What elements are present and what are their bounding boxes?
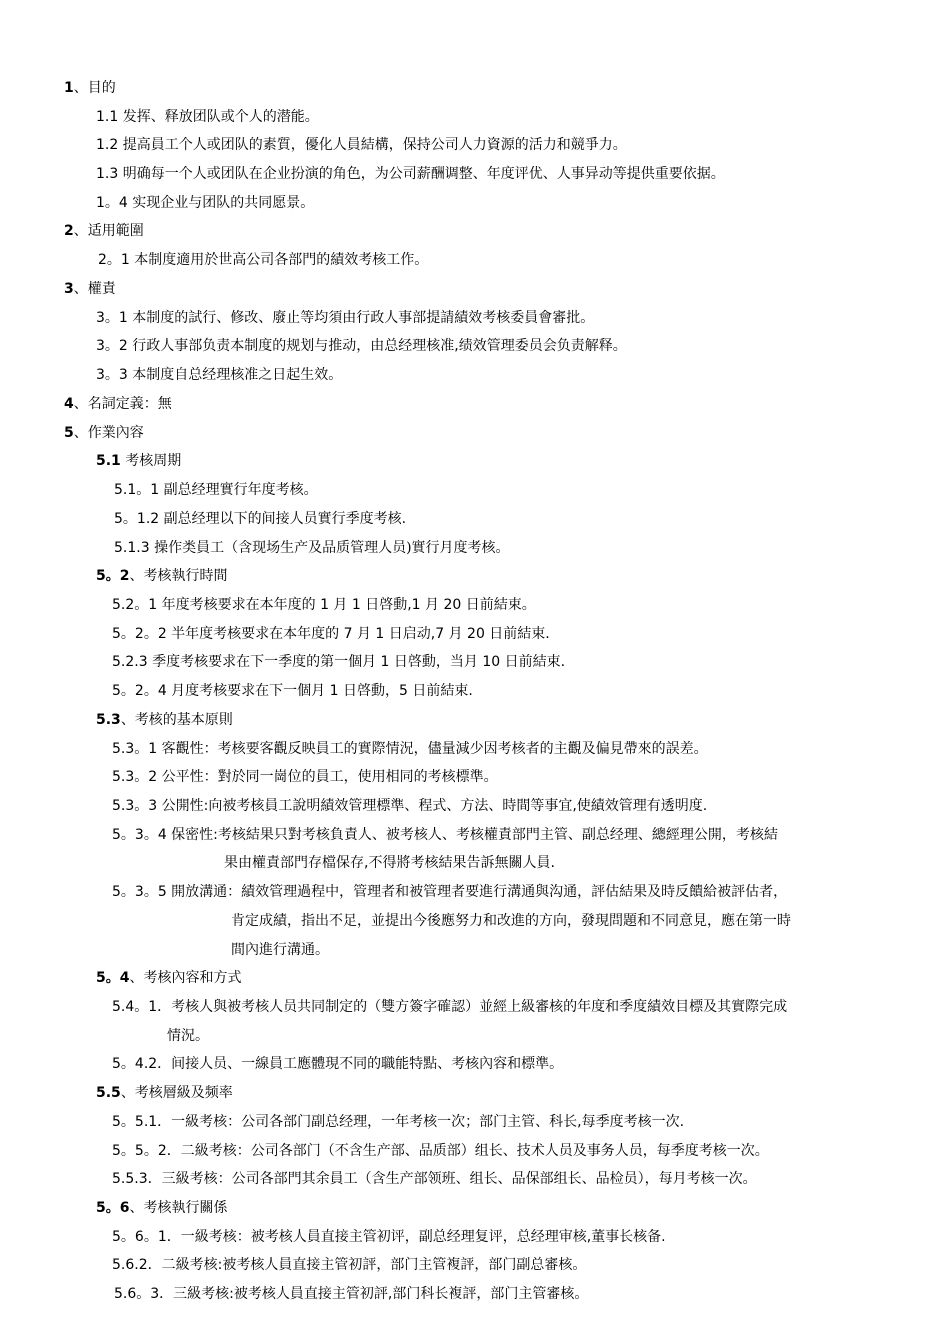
section-number: 2 [64,223,74,239]
clause-3-1: 3。1 本制度的試行、修改、廢止等均須由行政人事部提請績效考核委員會審批。 [96,310,595,326]
clause-5-2-3: 5.2.3 季度考核要求在下一季度的第一個月 1 日啓動，当月 10 日前結束. [112,654,566,670]
subsection-5-4-heading [96,968,241,988]
subsection-number: 5。4 [96,970,130,986]
subsection-title: 考核周期 [120,453,182,469]
clause-1-1: 1.1 发挥、释放团队或个人的潜能。 [96,109,319,125]
clause-5-5-2: 5。5。2．二級考核：公司各部门（不含生产部、品质部）组长、技术人员及事务人员，每季度考核一次。 [112,1143,769,1159]
section-title: 、目的 [73,80,116,96]
clause-parenthetical: （含现场生产及品质管理人员) [224,540,412,556]
subsection-title: 、考核的基本原則 [120,712,233,728]
clause-1-3: 1.3 明确每一个人或团队在企业扮演的角色，为公司薪酬调整、年度评优、人事异动等提供重要依据。 [96,166,725,182]
section-title: 、權責 [73,281,116,297]
clause-5-1-1: 5.1。1 副总经理實行年度考核。 [114,482,318,498]
clause-5-1-3 [114,538,510,558]
subsection-title: 、考核執行關係 [129,1200,228,1216]
clause-5-1-2: 5。1.2 副总经理以下的间接人员實行季度考核. [114,511,407,527]
clause-5-3-4-line1: 5。3。4 保密性:考核結果只對考核負責人、被考核人、考核權責部門主管、副总经理、總經理公開，考核結 [112,827,778,843]
clause-3-3: 3。3 本制度自总经理核准之日起生效。 [96,367,343,383]
section-number: 4 [64,396,74,412]
clause-5-3-3: 5.3。3 公開性:向被考核員工說明績效管理標準、程式、方法、時間等事宜,使績效管理有透明度. [112,798,708,814]
section-5-heading [64,423,144,443]
clause-5-5-3: 5.5.3．三級考核：公司各部門其余員工（含生产部领班、组长、品保部组长、品检员），每月考核一次。 [112,1171,757,1187]
clause-5-3-4-line2: 果由權責部門存檔保存,不得將考核結果告訴無關人員. [224,855,555,871]
clause-5-3-5-line2: 肯定成績，指出不足，並提出今後應努力和改進的方向，發現問題和不同意見，應在第一時 [231,913,791,929]
clause-5-3-5-line1: 5。3。5 開放溝通：績效管理過程中，管理者和被管理者要進行溝通與沟通，評估結果及時反饋給被評估者， [112,884,788,900]
clause-3-2: 3。2 行政人事部负责本制度的规划与推动，由总经理核准,绩效管理委员会负责解释。 [96,338,627,354]
clause-5-6-3: 5.6。3．三級考核:被考核人員直接主管初評,部门科长複評，部门主管審核。 [114,1286,589,1302]
clause-5-2-1: 5.2。1 年度考核要求在本年度的 1 月 1 日啓動,1 月 20 日前結束。 [112,597,536,613]
clause-text: 5.1.3 操作类員工 [114,540,225,556]
section-number: 3 [64,281,74,297]
subsection-5-2-heading [96,566,227,586]
section-3-heading [64,279,116,299]
subsection-number: 5.3 [96,712,121,728]
subsection-number: 5.5 [96,1085,121,1101]
clause-5-4-1-line2: 情況。 [167,1028,209,1044]
clause-5-6-1: 5。6。1．一級考核：被考核人員直接主管初评，副总经理复评，总经理审核,董事长核备. [112,1229,666,1245]
clause-5-3-2: 5.3。2 公平性：對於同一崗位的員工，使用相同的考核標準。 [112,769,498,785]
section-4-heading [64,394,172,414]
subsection-5-6-heading [96,1198,227,1218]
clause-5-4-1-line1: 5.4。1．考核人與被考核人员共同制定的（雙方簽字確認）並經上級審核的年度和季度績效目標及其實際完成 [112,999,788,1015]
subsection-5-3-heading [96,710,233,730]
clause-text-tail: 實行月度考核。 [411,540,510,556]
subsection-number: 5.1 [96,453,121,469]
clause-5-3-1: 5.3。1 客觀性：考核要客觀反映員工的實際情況，儘量減少因考核者的主觀及偏見帶來的誤差。 [112,741,708,757]
clause-2-1: 2。1 本制度適用於世高公司各部門的績效考核工作。 [98,252,429,268]
section-title: 、名詞定義：無 [73,396,172,412]
clause-5-4-2: 5。4.2．间接人员、一線員工應體現不同的職能特點、考核內容和標準。 [112,1056,564,1072]
subsection-title: 、考核內容和方式 [129,970,242,986]
subsection-title: 、考核執行時間 [129,568,228,584]
subsection-number: 5。2 [96,568,130,584]
clause-5-6-2: 5.6.2．二級考核:被考核人員直接主管初評，部门主管複評，部门副总審核。 [112,1257,587,1273]
section-1-heading [64,78,116,98]
section-number: 1 [64,80,74,96]
section-2-heading [64,221,144,241]
section-number: 5 [64,425,74,441]
subsection-title: 、考核層級及频率 [120,1085,233,1101]
clause-5-5-1: 5。5.1．一級考核：公司各部门副总经理，一年考核一次；部门主管、科长,每季度考核一次. [112,1114,685,1130]
clause-1-4: 1。4 实现企业与团队的共同愿景。 [96,195,315,211]
subsection-number: 5。6 [96,1200,130,1216]
subsection-5-1-heading [96,451,181,471]
subsection-5-5-heading [96,1083,233,1103]
clause-5-2-4: 5。2。4 月度考核要求在下一個月 1 日啓動，5 日前結束. [112,683,473,699]
clause-5-3-5-line3: 間內進行溝通。 [231,942,329,958]
clause-1-2: 1.2 提高員工个人或团队的素質，優化人員結構，保持公司人力資源的活力和競爭力。 [96,137,627,153]
section-title: 、适用範圍 [73,223,144,239]
clause-5-2-2: 5。2。2 半年度考核要求在本年度的 7 月 1 日启动,7 月 20 日前結束. [112,626,550,642]
section-title: 、作業內容 [73,425,144,441]
